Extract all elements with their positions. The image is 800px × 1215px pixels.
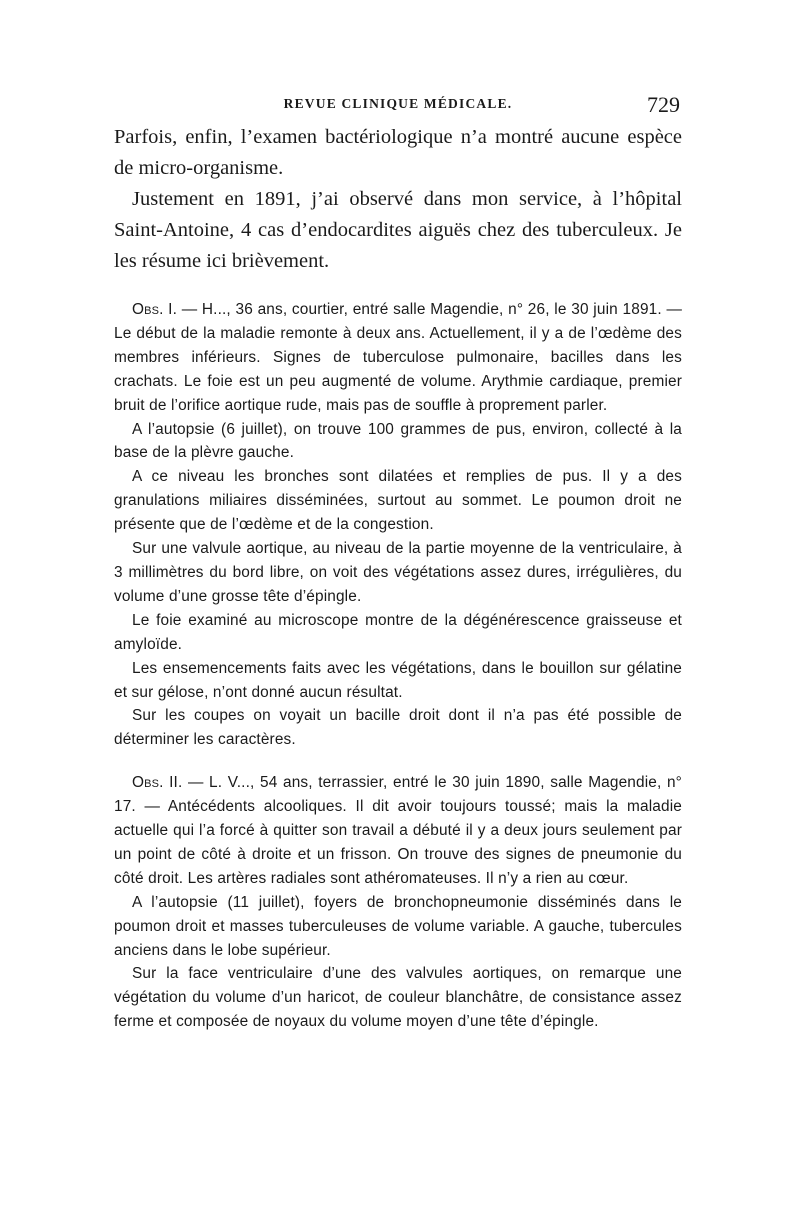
observation-1	[114, 298, 682, 752]
book-page	[114, 92, 682, 1034]
observation-1-paragraph-3: A ce niveau les bronches sont dilatées et remplies de pus. Il y a des granulations miliaires disséminées, surtout au sommet. Le poumon droit ne présente que de l’œdème et de la congestion.	[114, 468, 682, 534]
observation-1-paragraph-7: Sur les coupes on voyait un bacille droit dont il n’a pas été possible de déterminer les caractères.	[114, 707, 682, 749]
observation-1-label: Obs. I.	[132, 301, 178, 318]
observation-2-text: — L. V..., 54 ans, terrassier, entré le 30 juin 1890, salle Magendie, n° 17. — Antécédents alcooliques. Il dit avoir toujours toussé; mais la maladie actuelle qui l’a forcé à quitter son travail a débuté il y a deux jours seulement par un point de côté à droite et un frisson. On trouve des signes de pneumonie du côté droit. Les artères radiales sont athéromateuses. Il n’y a rien au cœur.	[114, 774, 682, 887]
observation-1-text: — H..., 36 ans, courtier, entré salle Magendie, n° 26, le 30 juin 1891. — Le début de la maladie remonte à deux ans. Actuellement, il y a de l’œdème des membres inférieurs. Signes de tuberculose pulmonaire, bacilles dans les crachats. Le foie est un peu augmenté de volume. Arythmie cardiaque, premier bruit de l’orifice aortique rude, mais pas de souffle à proprement parler.	[114, 301, 682, 414]
observation-2-paragraph-2: A l’autopsie (11 juillet), foyers de bronchopneumonie disséminés dans le poumon droit et masses tuberculeuses de volume variable. A gauche, tubercules anciens dans le lobe supérieur.	[114, 893, 682, 959]
running-header	[114, 92, 682, 122]
running-title: REVUE CLINIQUE MÉDICALE.	[283, 96, 513, 111]
observation-2-label: Obs. II.	[132, 774, 183, 792]
observation-2	[114, 771, 682, 1034]
page-number: 729	[647, 92, 680, 117]
intro-paragraph-2: Justement en 1891, j’ai observé dans mon service, à l’hôpital Saint-Antoine, 4 cas d’endocardites aiguës chez des tuberculeux. Je les résume ici brièvement.	[114, 188, 682, 272]
observation-1-paragraph-2: A l’autopsie (6 juillet), on trouve 100 grammes de pus, environ, collecté à la base de la plèvre gauche.	[114, 420, 682, 462]
intro-paragraph-1: Parfois, enfin, l’examen bactériologique n’a montré aucune espèce de micro-organisme.	[114, 126, 682, 179]
observation-2-paragraph-1	[114, 771, 682, 891]
observation-1-paragraph-5: Le foie examiné au microscope montre de la dégénérescence graisseuse et amyloïde.	[114, 611, 682, 653]
observation-1-paragraph-4: Sur une valvule aortique, au niveau de la partie moyenne de la ventriculaire, à 3 millimètres du bord libre, on voit des végétations assez dures, irrégulières, du volume d’une grosse tête d’épingle.	[114, 540, 682, 605]
observation-1-paragraph-6: Les ensemencements faits avec les végétations, dans le bouillon sur gélatine et sur gélose, n’ont donné aucun résultat.	[114, 659, 682, 701]
observation-1-paragraph-1	[114, 298, 682, 418]
observation-2-paragraph-3: Sur la face ventriculaire d’une des valvules aortiques, on remarque une végétation du volume d’un haricot, de couleur blanchâtre, de consistance assez ferme et composée de noyaux du volume moyen d’une tête d’épingle.	[114, 965, 682, 1031]
